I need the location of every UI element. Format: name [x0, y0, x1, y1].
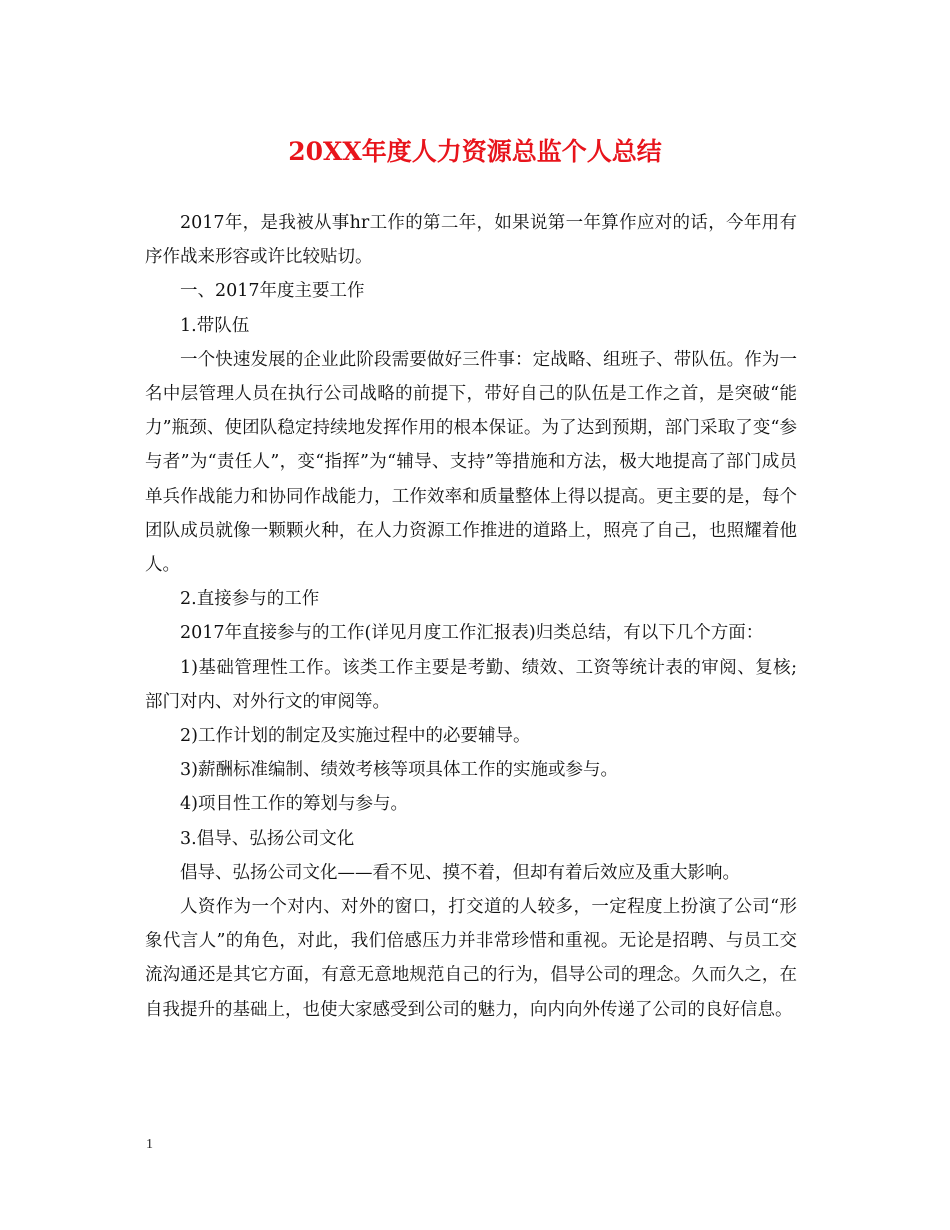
page-number: 1: [146, 1137, 153, 1152]
document-title: 20XX年度人力资源总监个人总结: [288, 137, 662, 166]
paragraph: 一个快速发展的企业此阶段需要做好三件事：定战略、组班子、带队伍。作为一名中层管理人员在执行公司战略的前提下，带好自己的队伍是工作之首，是突破“能力”瓶颈、使团队稳定持续地发挥作用的根本保证。为了达到预期，部门采取了变“参与者”为“责任人”，变“指挥”为“辅导、支持”等措施和方法，极大地提高了部门成员单兵作战能力和协同作战能力，工作效率和质量整体上得以提高。更主要的是，每个团队成员就像一颗颗火种，在人力资源工作推进的道路上，照亮了自己，也照耀着他人。: [145, 349, 797, 576]
subsection-heading: 2.直接参与的工作: [180, 589, 320, 610]
list-item: 4)项目性工作的筹划与参与。: [180, 794, 408, 815]
paragraph: 2017年直接参与的工作(详见月度工作汇报表)归类总结，有以下几个方面：: [180, 623, 764, 644]
subsection-heading: 3.倡导、弘扬公司文化: [180, 828, 355, 849]
list-item: 2)工作计划的制定及实施过程中的必要辅导。: [180, 726, 531, 747]
list-item: 3)薪酬标准编制、绩效考核等项具体工作的实施或参与。: [180, 760, 618, 781]
document-body: [145, 206, 797, 1027]
paragraph: 倡导、弘扬公司文化——看不见、摸不着，但却有着后效应及重大影响。: [180, 862, 740, 883]
list-item: 1)基础管理性工作。该类工作主要是考勤、绩效、工资等统计表的审阅、复核;部门对内、对外行文的审阅等。: [145, 657, 797, 712]
paragraph: 人资作为一个对内、对外的窗口，打交道的人较多，一定程度上扮演了公司“形象代言人”的角色，对此，我们倍感压力并非常珍惜和重视。无论是招聘、与员工交流沟通还是其它方面，有意无意地规范自己的行为，倡导公司的理念。久而久之，在自我提升的基础上，也使大家感受到公司的魅力，向内向外传递了公司的良好信息。: [145, 897, 797, 1020]
paragraph: 2017年，是我被从事hr工作的第二年，如果说第一年算作应对的话，今年用有序作战来形容或许比较贴切。: [145, 213, 797, 268]
subsection-heading: 1.带队伍: [180, 315, 250, 336]
section-heading: 一、2017年度主要工作: [180, 281, 365, 302]
